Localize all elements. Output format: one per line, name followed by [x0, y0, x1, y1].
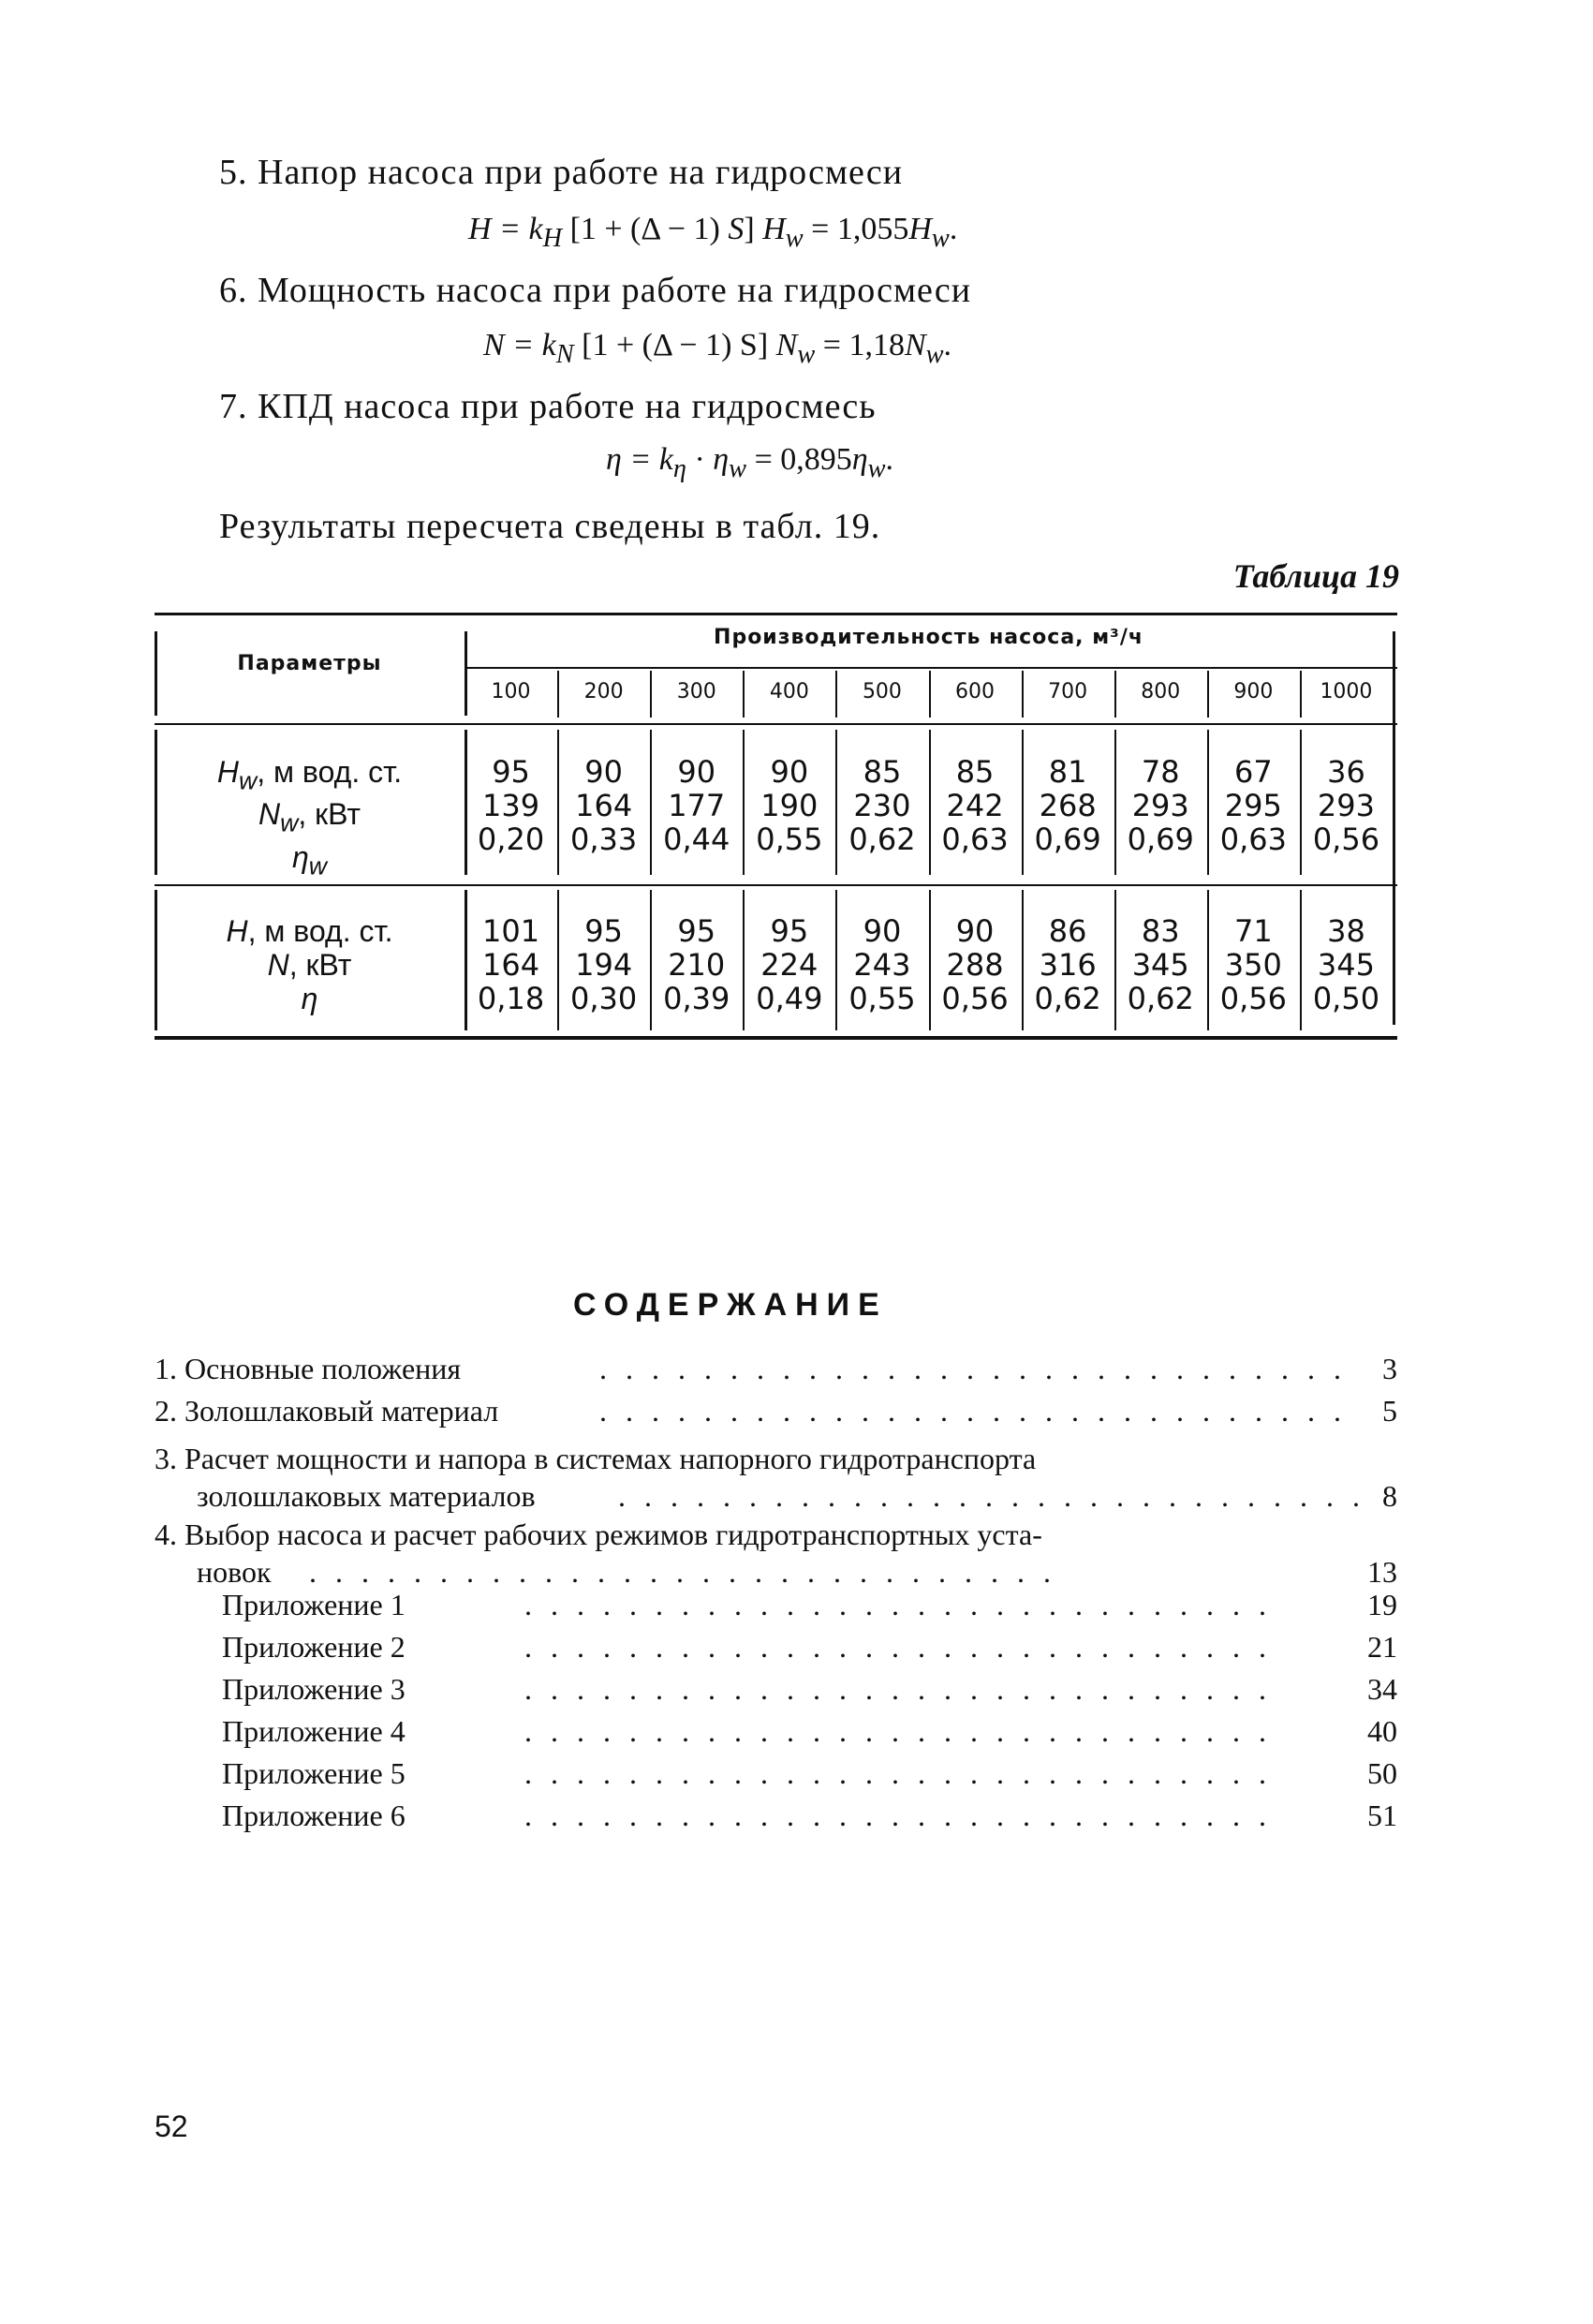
block2-cell: 101	[482, 913, 540, 949]
block2-cell: 288	[946, 947, 1004, 983]
block2-params	[155, 914, 465, 1015]
block1-cell: 295	[1224, 788, 1282, 823]
block2-cell: 95	[584, 913, 623, 949]
toc-entry-label: 3. Расчет мощности и напора в системах напорного гидротранспорта	[155, 1442, 1037, 1475]
block1-cell: 90	[584, 754, 623, 790]
column-header: 700	[1048, 680, 1088, 703]
block2-cell: 0,56	[1219, 981, 1287, 1016]
column-header: 600	[955, 680, 996, 703]
block2-cell: 164	[482, 947, 540, 983]
toc-page-number: 50	[1367, 1756, 1397, 1790]
block1-cell: 293	[1317, 788, 1375, 823]
block2-cell: 95	[677, 913, 716, 949]
block2-cell: 350	[1224, 947, 1282, 983]
block1-cell: 190	[760, 788, 819, 823]
block1-cell: 0,63	[1219, 822, 1287, 857]
toc-leader-dots: .............................	[599, 1352, 1360, 1385]
toc-leader-dots: .............................	[524, 1588, 1285, 1621]
block1-cell: 0,55	[756, 822, 823, 857]
block1-cell: 164	[575, 788, 633, 823]
block1-cell: 293	[1131, 788, 1189, 823]
page-number: 52	[155, 2109, 188, 2143]
toc-leader-dots: .............................	[524, 1672, 1285, 1706]
block2-cell: 0,50	[1312, 981, 1380, 1016]
toc-page-number: 19	[1367, 1588, 1397, 1621]
toc-entry-label: Приложение 2	[222, 1630, 406, 1664]
toc-entry-label: 2. Золошлаковый материал	[155, 1394, 499, 1428]
block1-cell: 90	[770, 754, 809, 790]
block1-params	[155, 755, 465, 882]
toc-leader-dots: .............................	[309, 1555, 1069, 1589]
param-n: N, кВт	[267, 948, 352, 982]
block1-cell: 0,63	[941, 822, 1009, 857]
toc-leader-dots: .............................	[524, 1714, 1285, 1748]
column-header: 200	[583, 680, 624, 703]
toc-page-number: 3	[1382, 1352, 1397, 1385]
block1-cell: 139	[482, 788, 540, 823]
toc-page-number: 51	[1367, 1799, 1397, 1832]
column-header: 400	[769, 680, 809, 703]
block1-cell: 67	[1233, 754, 1273, 790]
param-h: H, м вод. ст.	[226, 914, 393, 948]
block1-cell: 0,69	[1034, 822, 1101, 857]
block2-cell: 71	[1233, 913, 1273, 949]
block1-cell: 268	[1039, 788, 1097, 823]
block2-cell: 95	[770, 913, 809, 949]
block2-cell: 0,62	[1034, 981, 1101, 1016]
block2-cell: 0,18	[477, 981, 545, 1016]
block2-cell: 86	[1048, 913, 1087, 949]
block2-cell: 345	[1131, 947, 1189, 983]
param-header: Параметры	[237, 652, 382, 675]
block1-cell: 0,62	[848, 822, 916, 857]
group-header: Производительность насоса, м³/ч	[714, 626, 1143, 649]
block1-cell: 81	[1048, 754, 1087, 790]
block2-cell: 316	[1039, 947, 1097, 983]
toc-page-number: 13	[1367, 1555, 1397, 1589]
block1-cell: 0,20	[477, 822, 545, 857]
toc-page-number: 5	[1382, 1394, 1397, 1428]
toc-entry-label: Приложение 5	[222, 1756, 406, 1790]
block2-cell: 90	[863, 913, 902, 949]
block2-cell: 0,62	[1127, 981, 1194, 1016]
block2-cell: 0,30	[570, 981, 638, 1016]
toc-page-number: 34	[1367, 1672, 1397, 1706]
item-7-heading: 7. КПД насоса при работе на гидросмесь	[219, 387, 877, 426]
column-header: 300	[676, 680, 716, 703]
block2-cell: 224	[760, 947, 819, 983]
block1-cell: 90	[677, 754, 716, 790]
toc-page-number: 21	[1367, 1630, 1397, 1664]
formula-head: $H = k_H$ [1 + (Δ − 1) S] $H_w = 1,055H_w$.	[468, 212, 958, 253]
toc-entry-label: Приложение 3	[222, 1672, 406, 1706]
block2-cell: 210	[668, 947, 726, 983]
block2-cell: 243	[853, 947, 911, 983]
toc-leader-dots: .............................	[599, 1394, 1360, 1428]
toc-page-number: 8	[1382, 1479, 1397, 1513]
column-header: 100	[491, 680, 531, 703]
block1-cell: 177	[668, 788, 726, 823]
toc-leader-dots: .............................	[524, 1630, 1285, 1664]
toc-page-number: 40	[1367, 1714, 1397, 1748]
block1-cell: 0,44	[663, 822, 730, 857]
block1-cell: 230	[853, 788, 911, 823]
block1-cell: 85	[863, 754, 902, 790]
toc-entry-label: Приложение 1	[222, 1588, 406, 1621]
toc-entry-label: Приложение 4	[222, 1714, 406, 1748]
block2-cell: 345	[1317, 947, 1375, 983]
contents-title: СОДЕРЖАНИЕ	[573, 1287, 888, 1323]
formula-power: $N = k_N$ [1 + (Δ − 1) S] $N_w = 1,18N_w$.	[483, 328, 952, 369]
block1-cell: 242	[946, 788, 1004, 823]
param-eta: η	[301, 982, 318, 1015]
item-6-heading: 6. Мощность насоса при работе на гидросмеси	[219, 271, 972, 310]
block2-cell: 0,49	[756, 981, 823, 1016]
formula-efficiency: $\eta = k_\eta \cdot \eta_w = 0,895\eta_w$.	[606, 442, 894, 483]
toc-entry-label: Приложение 6	[222, 1799, 406, 1832]
param-hw: $H_w$, м вод. ст.	[216, 755, 403, 795]
block1-cell: 0,69	[1127, 822, 1194, 857]
table-19	[155, 613, 1397, 1040]
column-header: 900	[1233, 680, 1274, 703]
toc-leader-dots: .............................	[524, 1756, 1285, 1790]
toc-leader-dots: .............................	[524, 1799, 1285, 1832]
block2-cell: 194	[575, 947, 633, 983]
param-etaw: $\eta_w$	[291, 839, 328, 881]
block1-cell: 78	[1141, 754, 1180, 790]
block1-cell: 36	[1327, 754, 1365, 790]
table-caption: Таблица 19	[1232, 557, 1399, 595]
column-header: 1000	[1320, 680, 1373, 703]
toc-entry-label: 4. Выбор насоса и расчет рабочих режимов гидротранспортных уста-	[155, 1517, 1042, 1551]
toc-entry-label-cont: золошлаковых материалов	[197, 1479, 536, 1513]
block2-cell: 0,56	[941, 981, 1009, 1016]
block2-cell: 0,39	[663, 981, 730, 1016]
block2-cell: 38	[1327, 913, 1365, 949]
block2-cell: 90	[955, 913, 995, 949]
toc-entry-label-cont: новок	[197, 1555, 272, 1589]
toc-entry-label: 1. Основные положения	[155, 1352, 462, 1385]
column-header: 500	[862, 680, 902, 703]
param-nw: $N_w$, кВт	[258, 797, 361, 837]
column-header: 800	[1141, 680, 1181, 703]
block1-cell: 0,56	[1312, 822, 1380, 857]
toc-leader-dots: .............................	[618, 1479, 1379, 1513]
block1-cell: 0,33	[570, 822, 638, 857]
block2-cell: 83	[1141, 913, 1180, 949]
block1-cell: 95	[492, 754, 530, 790]
block1-cell: 85	[955, 754, 995, 790]
item-5-heading: 5. Напор насоса при работе на гидросмеси	[219, 153, 904, 192]
result-sentence: Результаты пересчета сведены в табл. 19.	[219, 507, 881, 546]
block2-cell: 0,55	[848, 981, 916, 1016]
